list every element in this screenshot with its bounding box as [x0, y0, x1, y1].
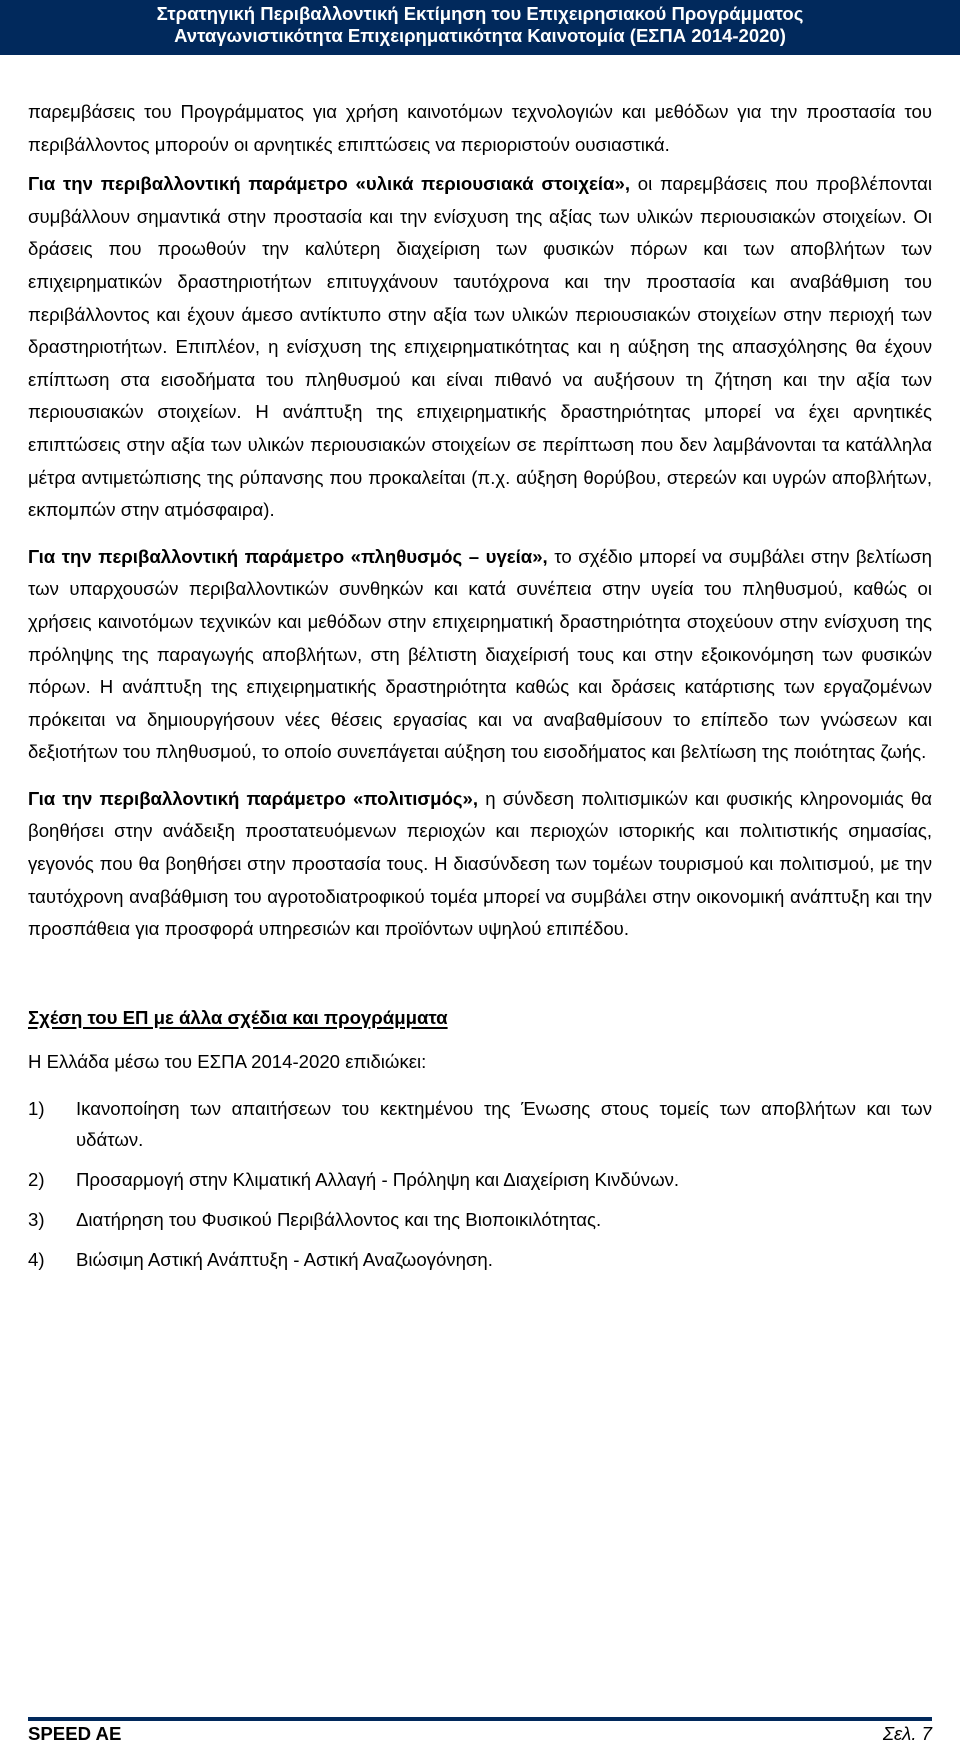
list-item-number: 1) [28, 1098, 45, 1120]
paragraph-population-health [28, 541, 932, 769]
objectives-list [28, 1093, 932, 1275]
paragraph-material-assets-heading: Για την περιβαλλοντική παράμετρο «υλικά περιουσιακά στοιχεία», [28, 173, 630, 195]
list-item [28, 1093, 932, 1155]
paragraph-intro-continuation: παρεμβάσεις του Προγράμματος για χρήση καινοτόμων τεχνολογιών και μεθόδων για την προστασία του περιβάλλοντος μπορούν οι αρνητικές επιπτώσεις να περιοριστούν ουσιαστικά. [28, 101, 932, 155]
page-number: Σελ. 7 [882, 1723, 932, 1744]
header-title-line-1: Στρατηγική Περιβαλλοντική Εκτίμηση του Επιχειρησιακού Προγράμματος [156, 3, 804, 24]
list-item-number: 4) [28, 1249, 45, 1271]
section-intro: Η Ελλάδα μέσω του ΕΣΠΑ 2014-2020 επιδιώκει: [28, 1051, 427, 1073]
paragraph-population-health-text: το σχέδιο μπορεί να συμβάλει στην βελτίωση των υπαρχουσών περιβαλλοντικών συνθηκών και κατά συνέπεια στην υγεία του πληθυσμού, καθώς οι χρήσεις καινοτόμων τεχνικών και μεθόδων στην επιχειρηματική δραστηριότητα στοχεύουν στην ενίσχυση της πρόληψης της παραγωγής αποβλήτων, στη βέλτιστη διαχείρισή τους και στην εξοικονόμηση των φυσικών πόρων. Η ανάπτυξη της επιχειρηματικής δραστηριότητα καθώς και δράσεις κατάρτισης των εργαζομένων πρόκειται να δημιουργήσουν νέες θέσεις εργασίας και να αναβαθμίσουν το επίπεδο των γνώσεων και δεξιοτήτων του πληθυσμού, το οποίο συνεπάγεται αύξηση του εισοδήματος και βελτίωση της ποιότητας ζωής. [28, 545, 932, 763]
list-item-number: 3) [28, 1209, 45, 1231]
paragraph-culture-heading: Για την περιβαλλοντική παράμετρο «πολιτισμός», [28, 787, 479, 809]
list-item-text: Διατήρηση του Φυσικού Περιβάλλοντος και της Βιοποικιλότητας. [76, 1209, 602, 1231]
list-item [28, 1244, 932, 1275]
paragraph-population-health-heading: Για την περιβαλλοντική παράμετρο «πληθυσμός – υγεία», [28, 545, 548, 567]
footer-company: SPEED AE [28, 1723, 122, 1744]
list-item-number: 2) [28, 1169, 45, 1191]
list-item-text: Προσαρμογή στην Κλιματική Αλλαγή - Πρόληψη και Διαχείριση Κινδύνων. [76, 1169, 680, 1191]
list-item-text: Βιώσιμη Αστική Ανάπτυξη - Αστική Αναζωογόνηση. [76, 1249, 493, 1271]
list-item [28, 1164, 932, 1195]
paragraph-culture-text: η σύνδεση πολιτισμικών και φυσικής κληρονομιάς θα βοηθήσει στην ανάδειξη προστατευόμενων περιοχών και περιοχών ιστορικής και πολιτιστικής σημασίας, γεγονός που θα βοηθήσει στην προστασία τους. Η διασύνδεση των τομέων τουρισμού και πολιτισμού, με την ταυτόχρονη αναβάθμιση του αγροτοδιατροφικού τομέα μπορεί να συμβάλει στην οικονομική ανάπτυξη και την προσπάθεια για προσφορά υπηρεσιών και προϊόντων υψηλού επιπέδου. [28, 787, 932, 940]
paragraph-material-assets [28, 168, 932, 527]
header-title-line-2: Ανταγωνιστικότητα Επιχειρηματικότητα Καινοτομία (ΕΣΠΑ 2014-2020) [174, 25, 786, 46]
section-title: Σχέση του ΕΠ με άλλα σχέδια και προγράμματα [28, 1006, 448, 1028]
footer-divider [28, 1717, 932, 1721]
document-header [0, 0, 960, 55]
list-item [28, 1204, 932, 1235]
paragraph-culture [28, 783, 932, 946]
paragraph-material-assets-text: οι παρεμβάσεις που προβλέπονται συμβάλλουν σημαντικά στην προστασία και την ενίσχυση της αξίας των υλικών περιουσιακών στοιχείων. Οι δράσεις που προωθούν την καλύτερη διαχείριση των φυσικών πόρων και των αποβλήτων των επιχειρηματικών δραστηριοτήτων επιτυγχάνουν ταυτόχρονα και την προστασία και αναβάθμιση του περιβάλλοντος και έχουν άμεσο αντίκτυπο στην αξία των υλικών περιουσιακών στοιχείων στην περιοχή των δραστηριοτήτων. Επιπλέον, η ενίσχυση της επιχειρηματικότητας και η αύξηση της απασχόλησης θα έχουν επίπτωση στα εισοδήματα του πληθυσμού και είναι πιθανό να αυξήσουν τη ζήτηση και την αξία των περιουσιακών στοιχείων. Η ανάπτυξη της επιχειρηματικής δραστηριότητας μπορεί να έχει αρνητικές επιπτώσεις στην αξία των υλικών περιουσιακών στοιχείων σε περίπτωση που δεν λαμβάνονται τα κατάλληλα μέτρα αντιμετώπισης της ρύπανσης που προκαλείται (π.χ. αύξηση θορύβου, στερεών και υγρών αποβλήτων, εκπομπών στην ατμόσφαιρα). [28, 173, 932, 521]
document-body [28, 96, 932, 1284]
list-item-text: Ικανοποίηση των απαιτήσεων του κεκτημένου της Ένωσης στους τομείς των αποβλήτων και των υδάτων. [76, 1098, 932, 1151]
